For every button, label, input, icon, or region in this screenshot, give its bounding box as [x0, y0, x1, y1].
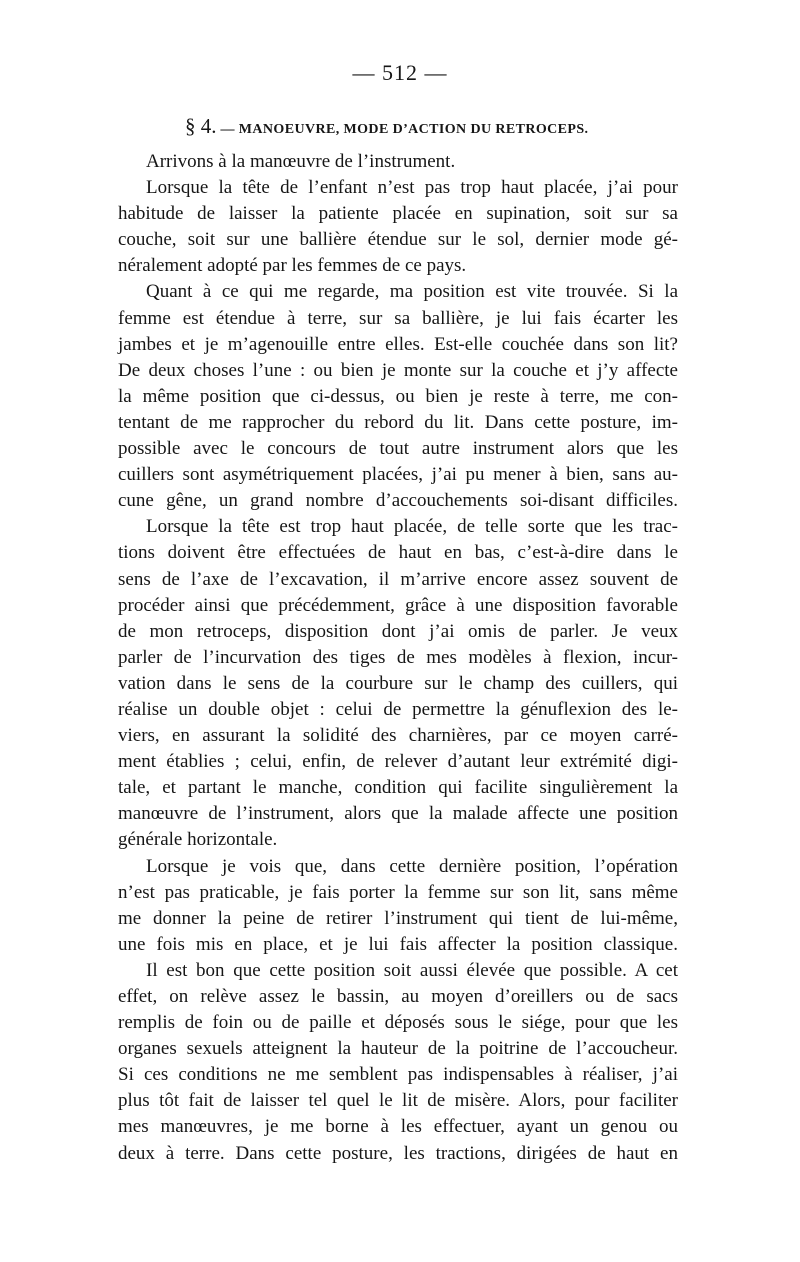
text-line: tentant de me rapprocher du rebord du lit. Dans cette posture, im-	[118, 411, 678, 433]
text-line: parler de l’incurvation des tiges de mes modèles à flexion, incur-	[118, 646, 678, 668]
text-line: Lorsque je vois que, dans cette dernière position, l’opération	[146, 855, 678, 877]
text-line: jambes et je m’agenouille entre elles. Est-elle couchée dans son lit?	[118, 333, 678, 355]
text-line: Lorsque la tête est trop haut placée, de telle sorte que les trac-	[146, 516, 678, 538]
text-line: sens de l’axe de l’excavation, il m’arrive encore assez souvent de	[118, 568, 678, 590]
text-line: Arrivons à la manœuvre de l’instrument.	[146, 151, 456, 172]
text-line: tions doivent être effectuées de haut en bas, c’est-à-dire dans le	[118, 542, 678, 564]
text-line: Il est bon que cette position soit aussi élevée que possible. A cet	[146, 959, 678, 981]
text-line: n’est pas praticable, je fais porter la femme sur son lit, sans même	[118, 881, 678, 903]
text-line: réalise un double objet : celui de permettre la génuflexion des le-	[118, 698, 678, 720]
text-line: Si ces conditions ne me semblent pas indispensables à réaliser, j’ai	[118, 1064, 678, 1086]
text-line: manœuvre de l’instrument, alors que la malade affecte une position	[118, 803, 678, 825]
text-line: possible avec le concours de tout autre instrument alors que les	[118, 438, 678, 460]
text-line: De deux choses l’une : ou bien je monte sur la couche et j’y affecte	[118, 359, 678, 381]
text-line: habitude de laisser la patiente placée en supination, soit sur sa	[118, 203, 678, 225]
text-line: remplis de foin ou de paille et déposés sous le siége, pour que les	[118, 1012, 678, 1034]
text-line: Lorsque la tête de l’enfant n’est pas trop haut placée, j’ai pour	[146, 177, 678, 199]
text-line: cuillers sont asymétriquement placées, j’ai pu mener à bien, sans au-	[118, 464, 678, 486]
text-line: une fois mis en place, et je lui fais affecter la position classique.	[118, 933, 678, 955]
text-line: vation dans le sens de la courbure sur le champ des cuillers, qui	[118, 672, 678, 694]
text-line: couche, soit sur une ballière étendue sur le sol, dernier mode gé-	[118, 229, 678, 251]
body-text	[118, 149, 678, 1167]
text-line: de mon retroceps, disposition dont j’ai omis de parler. Je veux	[118, 620, 678, 642]
text-line: deux à terre. Dans cette posture, les tractions, dirigées de haut en	[118, 1142, 678, 1164]
text-line: procéder ainsi que précédemment, grâce à une disposition favorable	[118, 594, 678, 616]
text-line: femme est étendue à terre, sur sa ballière, je lui fais écarter les	[118, 307, 678, 329]
text-line: Quant à ce qui me regarde, ma position est vite trouvée. Si la	[146, 281, 678, 303]
text-line: tale, et partant le manche, condition qui facilite singulièrement la	[118, 777, 678, 799]
text-line: la même position que ci-dessus, ou bien je reste à terre, me con-	[118, 385, 678, 407]
text-line: viers, en assurant la solidité des charnières, par ce moyen carré-	[118, 725, 678, 747]
text-line: me donner la peine de retirer l’instrument qui tient de lui-même,	[118, 907, 678, 929]
text-line: cune gêne, un grand nombre d’accouchements soi-disant difficiles.	[118, 490, 678, 512]
text-line: générale horizontale.	[118, 829, 278, 851]
page-number: — 512 —	[352, 60, 448, 85]
text-line: organes sexuels atteignent la hauteur de la poitrine de l’accoucheur.	[118, 1038, 678, 1060]
section-title: — MANOEUVRE, MODE D’ACTION DU RETROCEPS.	[220, 122, 589, 137]
text-line: plus tôt fait de laisser tel quel le lit de misère. Alors, pour faciliter	[118, 1090, 678, 1112]
text-line: effet, on relève assez le bassin, au moyen d’oreillers ou de sacs	[118, 986, 678, 1007]
section-heading	[185, 114, 685, 139]
text-line: néralement adopté par les femmes de ce pays.	[118, 255, 467, 277]
text-line: mes manœuvres, je me borne à les effectuer, ayant un genou ou	[118, 1116, 678, 1138]
section-sign: § 4.	[185, 114, 217, 138]
text-line: ment établies ; celui, enfin, de relever d’autant leur extrémité digi-	[118, 751, 678, 773]
